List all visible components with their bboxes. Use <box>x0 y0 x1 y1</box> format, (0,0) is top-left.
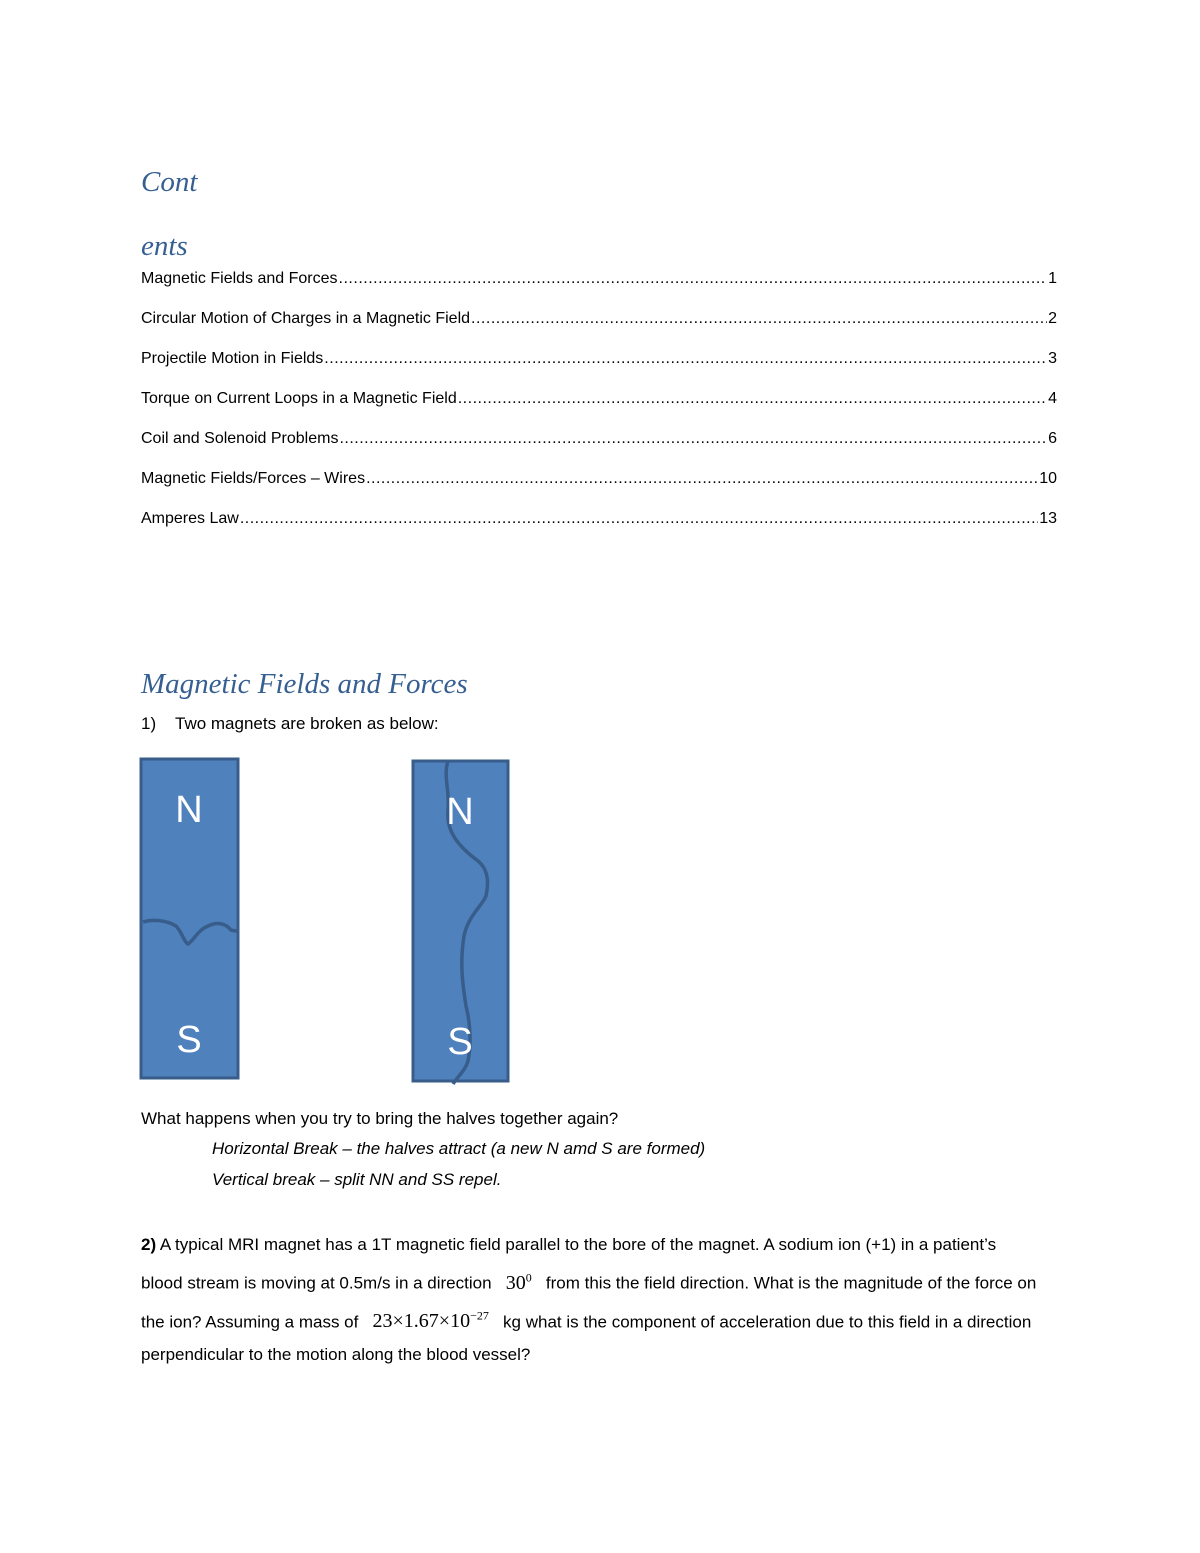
north-pole-label: N <box>175 789 203 831</box>
follow-up-question: What happens when you try to bring the halves together again? <box>141 1109 619 1128</box>
toc-entry-page: 1 <box>1048 270 1057 287</box>
toc-leader <box>458 390 1047 408</box>
toc-entry[interactable] <box>141 470 1057 510</box>
answer-vertical-break: Vertical break – split NN and SS repel. <box>212 1170 502 1189</box>
toc-entry-label: Projectile Motion in Fields <box>141 350 324 367</box>
question-number: 1) <box>141 714 157 733</box>
south-pole-label: S <box>447 1021 473 1063</box>
toc-entry[interactable] <box>141 510 1057 550</box>
broken-magnets-figure <box>138 756 518 1088</box>
south-pole-label: S <box>176 1019 202 1061</box>
toc-entry[interactable] <box>141 270 1057 310</box>
answer-horizontal-break: Horizontal Break – the halves attract (a new N amd S are formed) <box>212 1139 706 1158</box>
toc-entry-label: Magnetic Fields and Forces <box>141 270 338 287</box>
toc-entry-page: 13 <box>1039 510 1057 527</box>
north-pole-label: N <box>446 791 474 833</box>
question-text-part1: A typical MRI magnet has a 1T magnetic field parallel to the bore of the magnet. A sodium ion (+1) in a patient’s blood stream is moving at 0.5m/s in a direction <box>141 1235 997 1293</box>
toc-entry-label: Magnetic Fields/Forces – Wires <box>141 470 366 487</box>
toc-leader <box>324 350 1047 368</box>
question-text: Two magnets are broken as below: <box>175 714 439 733</box>
toc-entry[interactable] <box>141 430 1057 470</box>
toc-entry-label: Coil and Solenoid Problems <box>141 430 339 447</box>
toc-leader <box>471 310 1047 328</box>
toc-entry-page: 3 <box>1048 350 1057 367</box>
toc-title-part2: ents <box>141 230 188 262</box>
table-of-contents <box>141 270 1057 550</box>
toc-entry-label: Torque on Current Loops in a Magnetic Field <box>141 390 457 407</box>
toc-entry[interactable] <box>141 310 1057 350</box>
mass-value: $23\times 1.67\times 10^{-27}$ <box>372 1308 489 1333</box>
toc-leader <box>339 270 1048 288</box>
toc-title-part1: Cont <box>141 166 198 198</box>
question-text-part3: kg what is the component of acceleration due to this field in a direction perpendicular to the motion along the blood vessel? <box>141 1312 1032 1365</box>
question-number: 2) <box>141 1235 157 1254</box>
toc-entry-label: Amperes Law <box>141 510 239 527</box>
question-2 <box>141 1228 1041 1371</box>
toc-entry-page: 2 <box>1048 310 1057 327</box>
section-title: Magnetic Fields and Forces <box>141 668 468 700</box>
toc-entry-page: 4 <box>1048 390 1057 407</box>
toc-entry-page: 10 <box>1039 470 1057 487</box>
magnet-vertical-break <box>413 761 508 1084</box>
toc-leader <box>240 510 1038 528</box>
toc-leader <box>366 470 1038 488</box>
magnet-horizontal-break <box>141 759 238 1078</box>
question-text-part2: from this the field direction. What is the magnitude of the force on the ion? Assuming a mass of <box>141 1273 1037 1332</box>
toc-entry-label: Circular Motion of Charges in a Magnetic Field <box>141 310 471 327</box>
toc-leader <box>339 430 1047 448</box>
angle-value: $30^0$ <box>505 1270 532 1294</box>
toc-entry[interactable] <box>141 390 1057 430</box>
question-1 <box>141 714 439 734</box>
toc-entry[interactable] <box>141 350 1057 390</box>
toc-entry-page: 6 <box>1048 430 1057 447</box>
